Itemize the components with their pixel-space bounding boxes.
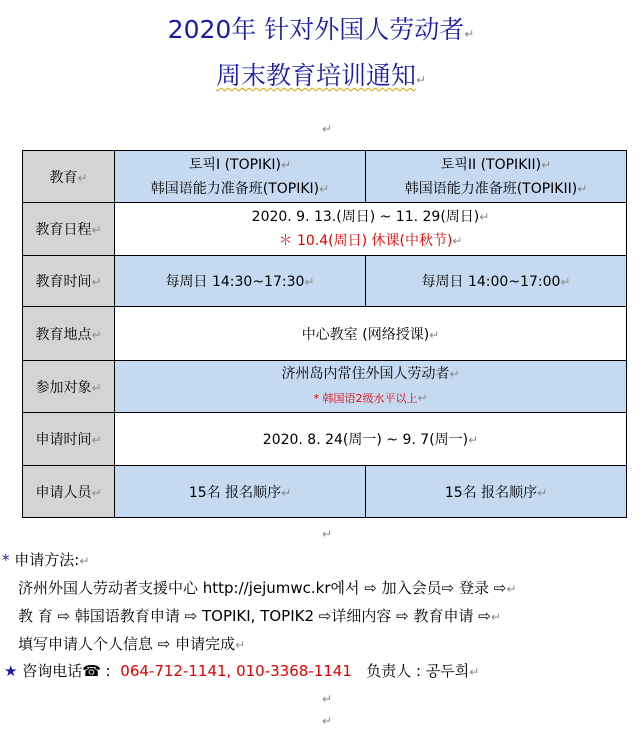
- title-line-1: [0, 10, 642, 46]
- paragraph-mark: ↵: [464, 27, 475, 41]
- apply-time-value: 2020. 8. 24(周一) ~ 9. 7(周一): [262, 432, 469, 448]
- time1-cell: 每周日 14:30~17:30↵: [115, 256, 366, 307]
- table-row: [23, 151, 627, 203]
- schedule-value: 2020. 9. 13.(周日) ~ 11. 29(周日): [251, 209, 480, 225]
- course1-desc: 韩国语能力准备班(TOPIKI): [150, 180, 320, 197]
- contact-label: 咨询电话☎ :: [22, 662, 111, 680]
- target-cell: 济州岛内常住外国人劳动者↵ * 韩国语2级水平以上↵: [115, 361, 627, 413]
- people2-cell: 15名 报名顺序↵: [366, 466, 627, 518]
- apply-time-cell: 2020. 8. 24(周一) ~ 9. 7(周一)↵: [115, 413, 627, 466]
- holiday-note: ＊ 10.4(周日) 休课(中秋节): [278, 233, 453, 249]
- title-line-1-text: 2020年 针对外国人劳动者: [167, 15, 465, 44]
- application-step-line-2: 教 育 ⇨ 韩国语教育申请 ⇨ TOPIKI, TOPIK2 ⇨详细内容 ⇨ 教育申请 ⇨↵: [18, 607, 501, 625]
- target-value: 济州岛内常住外国人劳动者: [281, 366, 450, 382]
- schedule-label-cell: 教育日程↵: [23, 203, 115, 256]
- title-line-2: [0, 56, 642, 92]
- star-icon: ★: [4, 662, 18, 680]
- empty-paragraph: ↵: [322, 122, 333, 136]
- empty-paragraph: ↵: [322, 714, 333, 728]
- target-label-cell: 参加对象↵: [23, 361, 115, 413]
- application-step-line-1: 济州外国人劳动者支援中心 http://jejumwc.kr에서 ⇨ 加入会员⇨ 登录 ⇨↵: [18, 579, 517, 597]
- time2-value: 每周日 14:00~17:00: [421, 274, 561, 290]
- people2-value: 15名 报名顺序: [444, 484, 538, 501]
- schedule-cell: 2020. 9. 13.(周日) ~ 11. 29(周日)↵ ＊ 10.4(周日) 休课(中秋节)↵: [115, 203, 627, 256]
- application-heading: * 申请方法:↵: [2, 551, 90, 569]
- info-table: [22, 150, 627, 518]
- apply-time-label-cell: 申请时间↵: [23, 413, 115, 466]
- people1-cell: 15名 报名顺序↵: [115, 466, 366, 518]
- paragraph-mark: ↵: [415, 73, 427, 87]
- education-label-cell: 教育↵: [23, 151, 115, 203]
- application-heading-text: 申请方法:: [14, 551, 80, 569]
- place-label-cell: 教育地点↵: [23, 307, 115, 361]
- time-label-cell: 教育时间↵: [23, 256, 115, 307]
- table-row: [23, 361, 627, 413]
- target-note: * 韩国语2级水平以上: [313, 392, 418, 405]
- empty-paragraph: ↵: [322, 527, 333, 541]
- course2-name: 토픽II (TOPIKII): [440, 156, 542, 173]
- course2-cell: 토픽II (TOPIKII)↵ 韩国语能力准备班(TOPIKII)↵: [366, 151, 627, 203]
- table-row: [23, 307, 627, 361]
- people1-value: 15名 报名顺序: [188, 484, 282, 501]
- place-cell: 中心教室 (网络授课)↵: [115, 307, 627, 361]
- star-icon: *: [2, 551, 10, 569]
- table-row: [23, 466, 627, 518]
- contact-phone: 064-712-1141, 010-3368-1141: [120, 662, 352, 680]
- title-line-2-text: 周末教育培训通知: [215, 61, 416, 90]
- course2-desc: 韩国语能力准备班(TOPIKII): [404, 180, 578, 197]
- empty-paragraph: ↵: [322, 692, 333, 706]
- place-value: 中心教室 (网络授课): [301, 326, 430, 343]
- table-row: [23, 203, 627, 256]
- table-row: [23, 256, 627, 307]
- contact-person: 负责人 : 공두희: [366, 662, 470, 680]
- course1-cell: 토픽I (TOPIKI)↵ 韩国语能力准备班(TOPIKI)↵: [115, 151, 366, 203]
- table-row: [23, 413, 627, 466]
- people-label-cell: 申请人员↵: [23, 466, 115, 518]
- time2-cell: 每周日 14:00~17:00↵: [366, 256, 627, 307]
- time1-value: 每周日 14:30~17:30: [165, 274, 305, 290]
- application-step-line-3: 填写申请人个人信息 ⇨ 申请完成↵: [18, 635, 246, 653]
- contact-line: ★ 咨询电话☎ : 064-712-1141, 010-3368-1141 负责人 : 공두희↵: [4, 662, 480, 680]
- course1-name: 토픽I (TOPIKI): [188, 156, 281, 173]
